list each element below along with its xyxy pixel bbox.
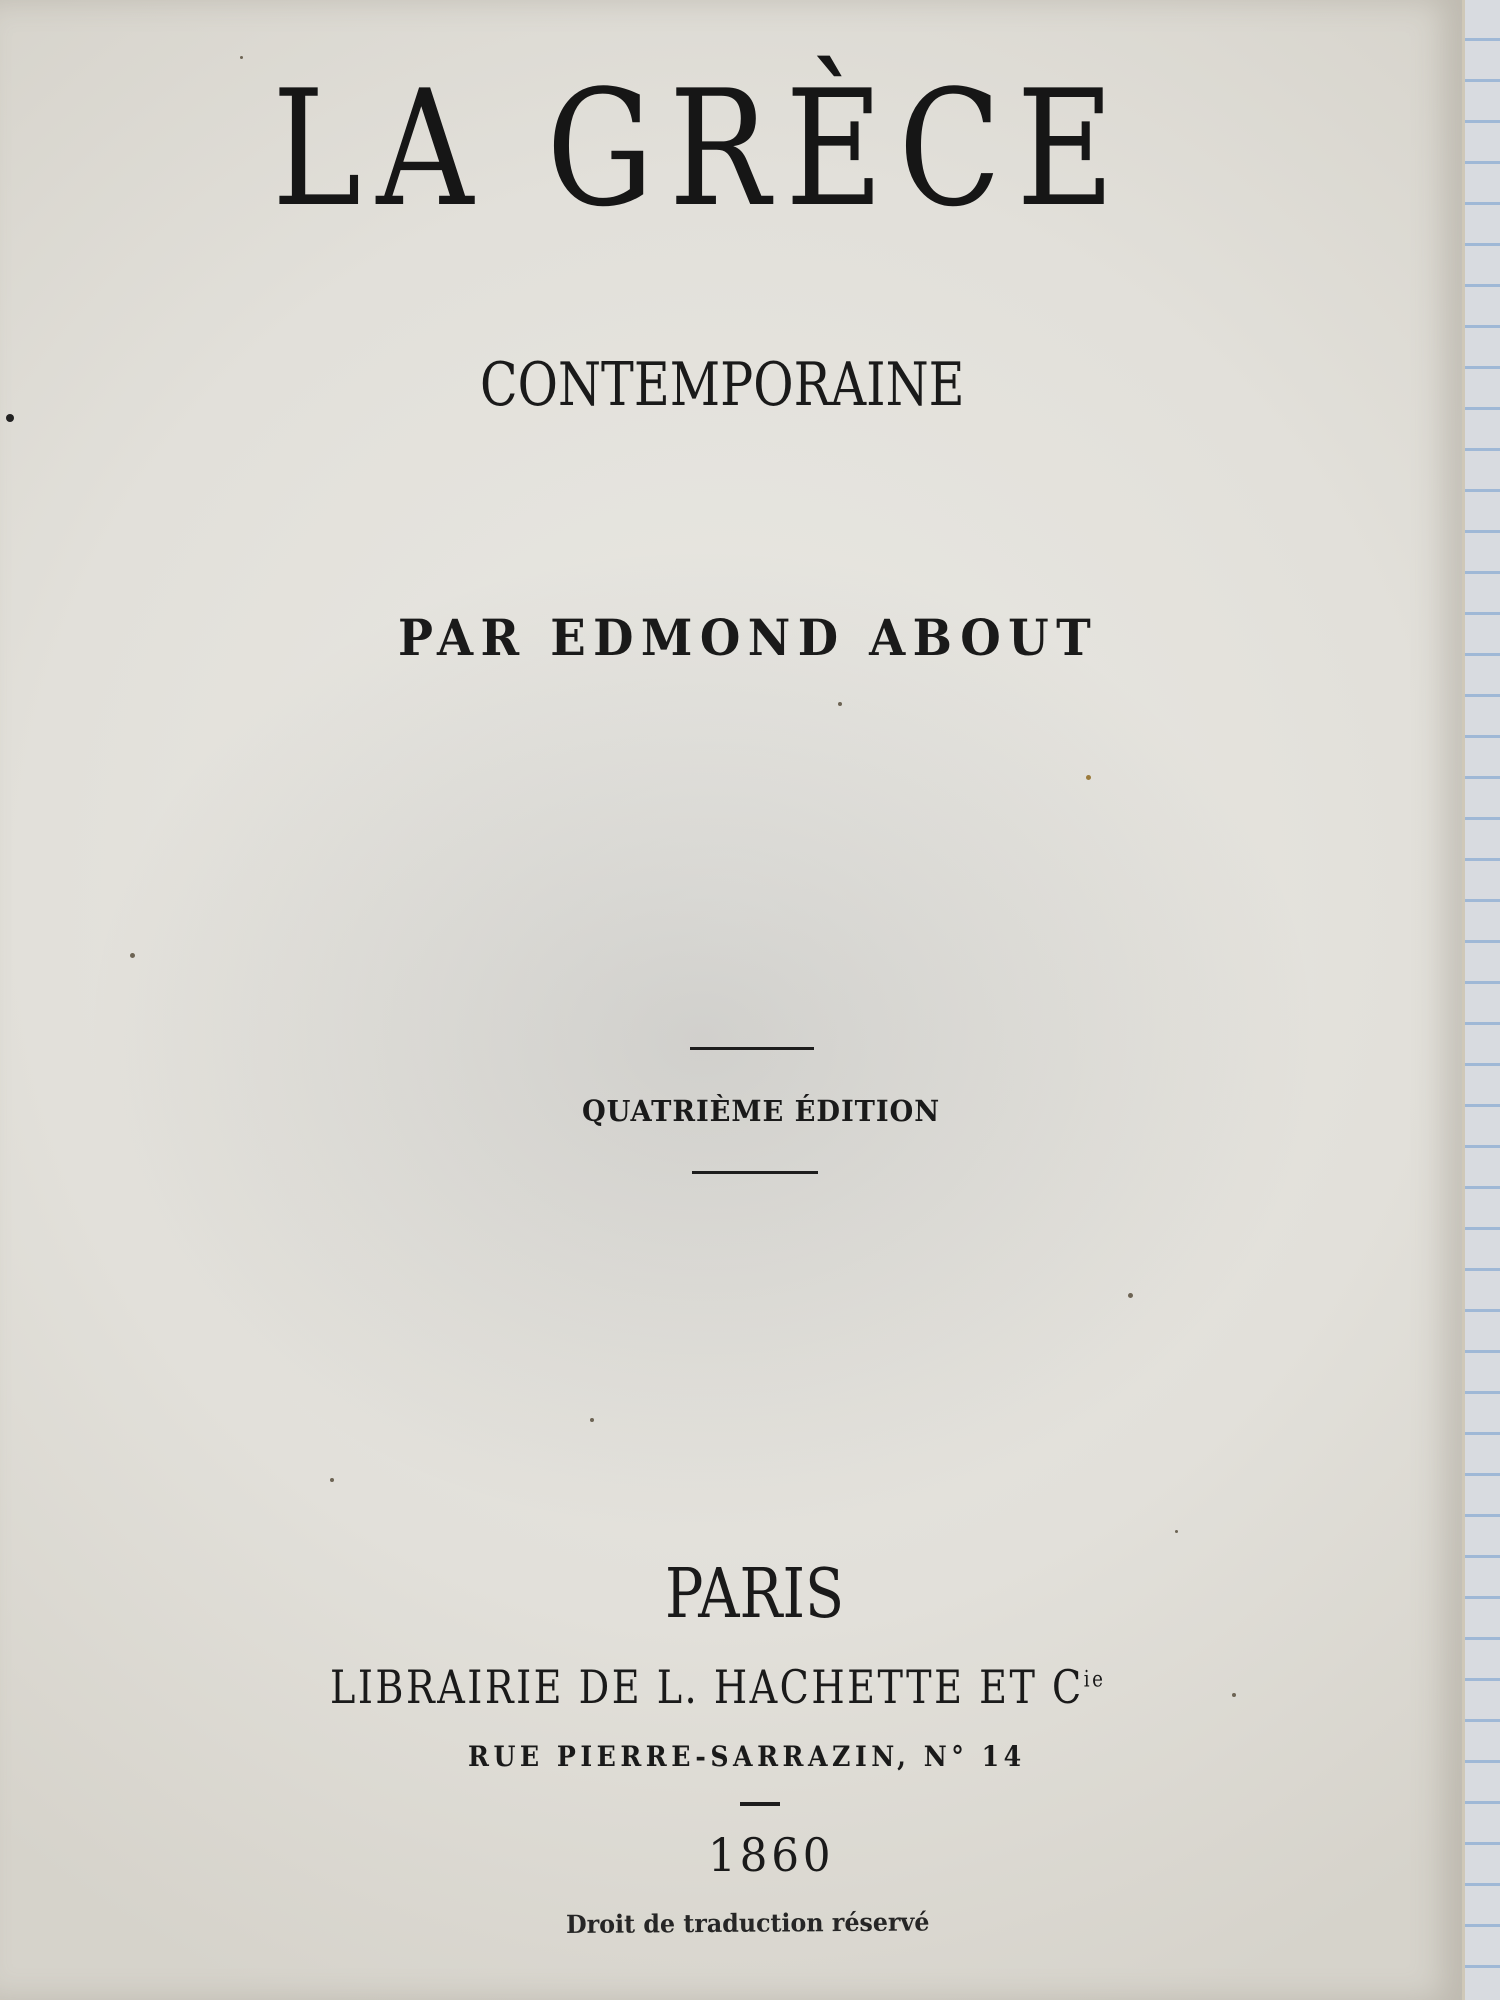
- author-line: PAR EDMOND ABOUT: [398, 608, 1099, 667]
- paper-speck: [838, 702, 842, 706]
- paper-speck: [240, 56, 243, 59]
- paper-speck: [1128, 1293, 1133, 1298]
- paper-speck: [6, 414, 14, 422]
- paper-speck: [1232, 1693, 1236, 1697]
- book-title: LA GRÈCE: [272, 55, 1130, 242]
- notebook-edge: [1462, 0, 1500, 2000]
- publisher-name: LIBRAIRIE DE L. HACHETTE ET C: [330, 1660, 1084, 1714]
- paper-speck: [1175, 1530, 1178, 1533]
- paper-speck: [330, 1478, 334, 1482]
- imprint-publisher: [330, 1660, 1106, 1714]
- book-subtitle: CONTEMPORAINE: [480, 350, 965, 420]
- edition-label: QUATRIÈME ÉDITION: [582, 1094, 941, 1128]
- imprint-year: 1860: [708, 1828, 835, 1882]
- year-rule: [740, 1802, 780, 1806]
- edition-rule-top: [690, 1047, 814, 1050]
- imprint-city: PARIS: [665, 1555, 845, 1634]
- imprint-address: RUE PIERRE-SARRAZIN, N° 14: [468, 1740, 1026, 1773]
- rights-notice: Droit de traduction réservé: [566, 1907, 930, 1939]
- edition-rule-bottom: [692, 1171, 818, 1174]
- publisher-superscript: ie: [1083, 1667, 1106, 1693]
- paper-speck: [130, 953, 135, 958]
- paper-speck: [590, 1418, 594, 1422]
- paper-speck: [1086, 775, 1091, 780]
